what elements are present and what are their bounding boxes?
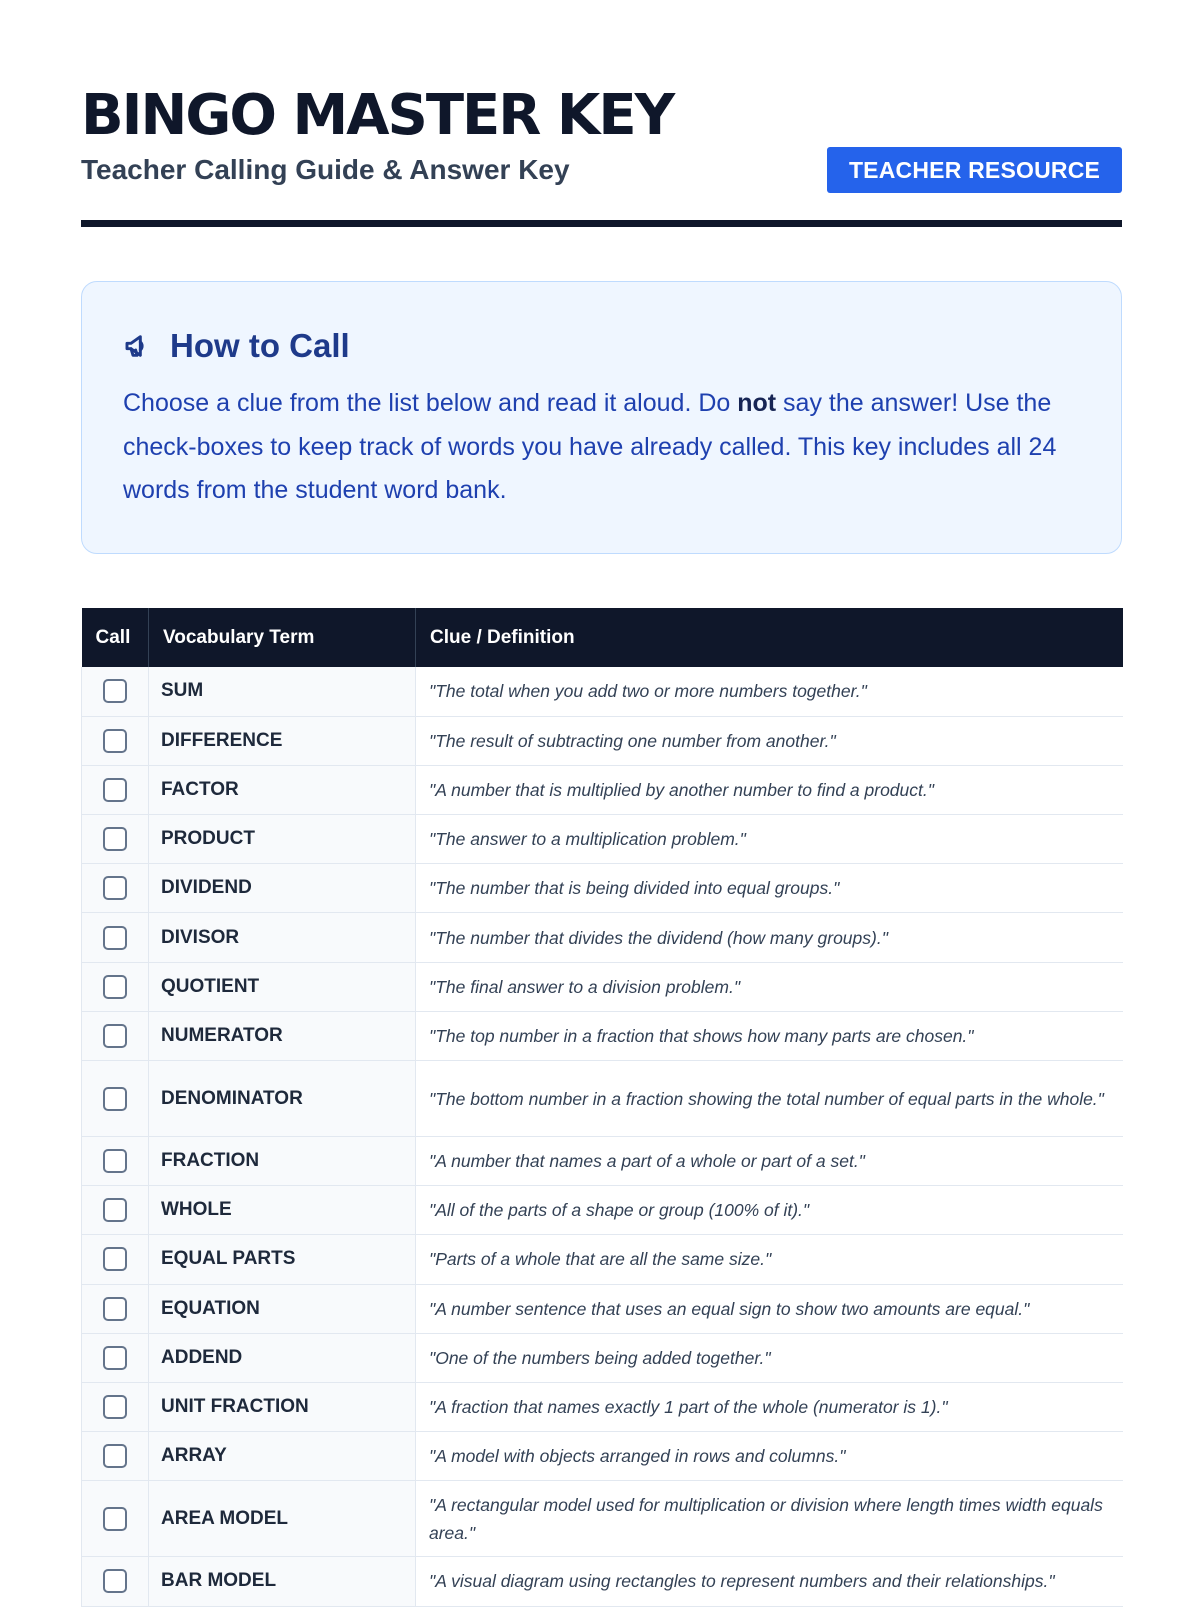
- page-title: BINGO MASTER KEY: [81, 83, 674, 148]
- called-checkbox[interactable]: [103, 1024, 127, 1048]
- vocabulary-term: FRACTION: [149, 1137, 416, 1186]
- called-checkbox[interactable]: [103, 1395, 127, 1419]
- called-checkbox[interactable]: [103, 729, 127, 753]
- called-checkbox[interactable]: [103, 1087, 127, 1111]
- called-checkbox[interactable]: [103, 1569, 127, 1593]
- call-cell: [82, 1557, 149, 1606]
- callout-text-part: Choose a clue from the list below and read it aloud. Do: [123, 389, 738, 417]
- table-row: [82, 667, 1123, 716]
- clue-definition: "One of the numbers being added together.": [416, 1333, 1123, 1382]
- how-to-call-callout: [81, 281, 1122, 554]
- clue-definition: "A model with objects arranged in rows and columns.": [416, 1432, 1123, 1481]
- called-checkbox[interactable]: [103, 1346, 127, 1370]
- vocabulary-term: DIVISOR: [149, 913, 416, 962]
- table-row: [82, 962, 1123, 1011]
- clue-definition: "Parts of a whole that are all the same size.": [416, 1235, 1123, 1284]
- vocabulary-term: NUMERATOR: [149, 1011, 416, 1060]
- table-body: [82, 667, 1123, 1606]
- clue-definition: "The final answer to a division problem.": [416, 962, 1123, 1011]
- vocabulary-term: DENOMINATOR: [149, 1061, 416, 1137]
- call-cell: [82, 1235, 149, 1284]
- vocabulary-term: FACTOR: [149, 765, 416, 814]
- clue-definition: "A fraction that names exactly 1 part of the whole (numerator is 1).": [416, 1382, 1123, 1431]
- table-row: [82, 913, 1123, 962]
- clue-definition: "A number that is multiplied by another number to find a product.": [416, 765, 1123, 814]
- table-row: [82, 1186, 1123, 1235]
- called-checkbox[interactable]: [103, 1507, 127, 1531]
- header-divider: [81, 220, 1122, 227]
- call-cell: [82, 1333, 149, 1382]
- call-cell: [82, 1432, 149, 1481]
- called-checkbox[interactable]: [103, 975, 127, 999]
- table-row: [82, 1432, 1123, 1481]
- megaphone-icon: [123, 330, 155, 362]
- table-row: [82, 1284, 1123, 1333]
- page: [81, 0, 1122, 1592]
- column-header-term: Vocabulary Term: [149, 608, 416, 667]
- callout-text: [123, 382, 1081, 513]
- callout-text-emphasis: not: [737, 389, 777, 417]
- table-row: [82, 765, 1123, 814]
- table-row: [82, 1137, 1123, 1186]
- table-row: [82, 815, 1123, 864]
- vocabulary-term: AREA MODEL: [149, 1481, 416, 1557]
- called-checkbox[interactable]: [103, 1444, 127, 1468]
- clue-definition: "The result of subtracting one number from another.": [416, 716, 1123, 765]
- called-checkbox[interactable]: [103, 1297, 127, 1321]
- table-row: [82, 716, 1123, 765]
- clue-definition: "A visual diagram using rectangles to represent numbers and their relationships.": [416, 1557, 1123, 1606]
- call-cell: [82, 962, 149, 1011]
- table-row: [82, 1481, 1123, 1557]
- called-checkbox[interactable]: [103, 1198, 127, 1222]
- callout-header: [123, 326, 1081, 366]
- call-cell: [82, 1284, 149, 1333]
- header: [81, 0, 1122, 228]
- page-subtitle: Teacher Calling Guide & Answer Key: [81, 154, 570, 185]
- clue-definition: "The number that is being divided into equal groups.": [416, 864, 1123, 913]
- callout-title: How to Call: [170, 327, 350, 364]
- vocabulary-table: [81, 608, 1123, 1607]
- call-cell: [82, 1481, 149, 1557]
- callout-text-part: say the answer! Use the check-boxes to keep track of words you have already called. This key includes all 24 words from the student word bank.: [123, 389, 1057, 504]
- call-cell: [82, 1186, 149, 1235]
- table-row: [82, 1011, 1123, 1060]
- vocabulary-term: PRODUCT: [149, 815, 416, 864]
- called-checkbox[interactable]: [103, 876, 127, 900]
- vocabulary-term: BAR MODEL: [149, 1557, 416, 1606]
- vocabulary-term: DIFFERENCE: [149, 716, 416, 765]
- clue-definition: "A rectangular model used for multiplication or division where length times width equals area.": [416, 1481, 1123, 1557]
- table-row: [82, 1061, 1123, 1137]
- called-checkbox[interactable]: [103, 926, 127, 950]
- clue-definition: "A number that names a part of a whole or part of a set.": [416, 1137, 1123, 1186]
- call-cell: [82, 815, 149, 864]
- clue-definition: "The top number in a fraction that shows how many parts are chosen.": [416, 1011, 1123, 1060]
- call-cell: [82, 667, 149, 716]
- call-cell: [82, 1137, 149, 1186]
- clue-definition: "The bottom number in a fraction showing the total number of equal parts in the whole.": [416, 1061, 1123, 1137]
- call-cell: [82, 1382, 149, 1431]
- called-checkbox[interactable]: [103, 827, 127, 851]
- call-cell: [82, 716, 149, 765]
- called-checkbox[interactable]: [103, 1247, 127, 1271]
- clue-definition: "The number that divides the dividend (how many groups).": [416, 913, 1123, 962]
- clue-definition: "The total when you add two or more numbers together.": [416, 667, 1123, 716]
- call-cell: [82, 1011, 149, 1060]
- called-checkbox[interactable]: [103, 1149, 127, 1173]
- vocabulary-term: ARRAY: [149, 1432, 416, 1481]
- teacher-resource-badge: TEACHER RESOURCE: [827, 147, 1122, 193]
- vocabulary-term: WHOLE: [149, 1186, 416, 1235]
- clue-definition: "A number sentence that uses an equal sign to show two amounts are equal.": [416, 1284, 1123, 1333]
- table-row: [82, 864, 1123, 913]
- clue-definition: "All of the parts of a shape or group (100% of it).": [416, 1186, 1123, 1235]
- call-cell: [82, 765, 149, 814]
- call-cell: [82, 864, 149, 913]
- column-header-call: Call: [82, 608, 149, 667]
- table-row: [82, 1557, 1123, 1606]
- called-checkbox[interactable]: [103, 679, 127, 703]
- vocabulary-term: EQUATION: [149, 1284, 416, 1333]
- vocabulary-term: UNIT FRACTION: [149, 1382, 416, 1431]
- column-header-clue: Clue / Definition: [416, 608, 1123, 667]
- table-header-row: [82, 608, 1123, 667]
- table-row: [82, 1235, 1123, 1284]
- vocabulary-term: EQUAL PARTS: [149, 1235, 416, 1284]
- table-row: [82, 1333, 1123, 1382]
- called-checkbox[interactable]: [103, 778, 127, 802]
- call-cell: [82, 1061, 149, 1137]
- vocabulary-term: QUOTIENT: [149, 962, 416, 1011]
- clue-definition: "The answer to a multiplication problem.": [416, 815, 1123, 864]
- vocabulary-term: DIVIDEND: [149, 864, 416, 913]
- vocabulary-term: ADDEND: [149, 1333, 416, 1382]
- vocabulary-term: SUM: [149, 667, 416, 716]
- table-row: [82, 1382, 1123, 1431]
- call-cell: [82, 913, 149, 962]
